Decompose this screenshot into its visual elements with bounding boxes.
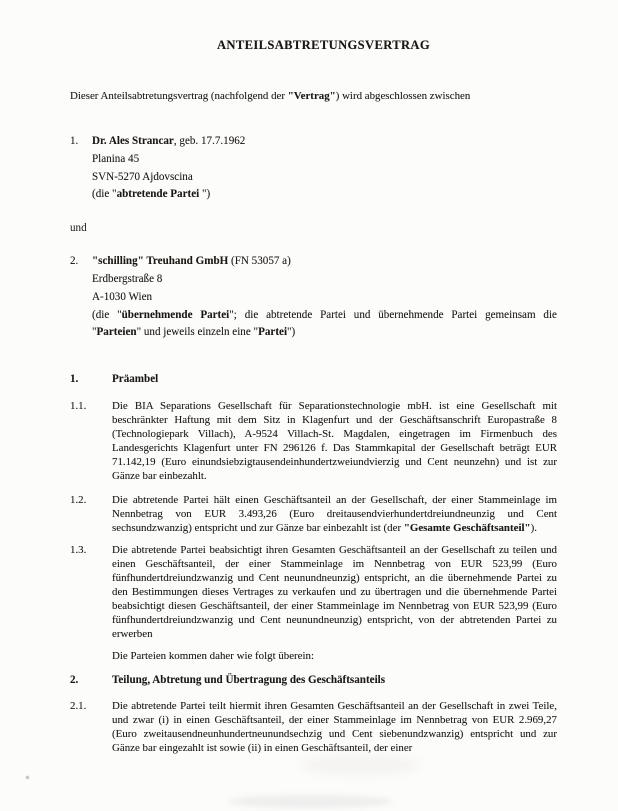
section-heading-teilung	[70, 673, 557, 687]
emphasis-text: übernehmende Partei	[121, 308, 230, 321]
run-text: Die BIA Separations Gesellschaft für Separationstechnologie mbH. ist eine Gesellschaft mit beschränkter Haftung mit dem Sitz in Klagenfurt und der Geschäftsanschrift Europastraße 8 (Technologiepark Villach), A-9524 Villach-St. Magdalen, eingetragen im Firmenbuch des Landesgerichts Klagenfurt unter FN 296126 f. Das Stammkapital der Gesellschaft beträgt EUR 71.142,19 (Euro einundsiebzigtausendeinhundertzweiundvierzig und Cent neunzehn) und ist zur Gänze bar einbezahlt.	[112, 400, 557, 483]
party-2	[70, 253, 557, 342]
heading-number: 2.	[70, 674, 79, 687]
document-body	[70, 89, 557, 755]
run-text: ")	[202, 188, 211, 201]
section-heading-praeambel	[70, 372, 557, 386]
emphasis-text: Präambel	[112, 373, 159, 386]
clause-number: 1.3.	[70, 544, 87, 557]
party-line	[92, 169, 557, 187]
emphasis-text: Dr. Ales Strancar	[92, 135, 174, 147]
run-text: Die Parteien kommen daher wie folgt überein:	[112, 650, 315, 663]
run-text: ")	[287, 326, 296, 339]
party-details	[92, 253, 557, 342]
run-text: (die "	[92, 188, 117, 201]
emphasis-text: "schilling" Treuhand GmbH	[92, 255, 229, 268]
party-line	[92, 253, 557, 271]
clause-text	[112, 399, 557, 483]
intro-paragraph	[70, 89, 557, 103]
party-line	[92, 151, 557, 169]
party-number: 1.	[70, 135, 79, 147]
clause-number: 2.1.	[70, 700, 87, 713]
run-text: Erdbergstraße 8	[92, 272, 163, 285]
emphasis-text: "Vertrag"	[287, 90, 336, 102]
run-text: , geb. 17.7.1962	[173, 135, 246, 147]
document-title: ANTEILSABTRETUNGSVERTRAG	[216, 38, 430, 52]
connector-und: und	[70, 222, 87, 235]
heading-text	[112, 673, 557, 687]
run-text: ).	[530, 522, 537, 535]
clause-text	[112, 699, 557, 755]
clause-1-3	[70, 543, 557, 641]
scan-speck-artifact	[26, 776, 29, 779]
scan-smudge-artifact	[300, 755, 420, 775]
run-text: "; die abtretende Partei und übernehmende Partei gemeinsam die "	[92, 308, 557, 339]
party-line	[92, 133, 557, 151]
emphasis-text: abtretende Partei	[116, 188, 202, 201]
run-text: " und jeweils einzeln eine "	[136, 326, 259, 339]
run-text: A-1030 Wien	[92, 290, 153, 303]
run-text: Planina 45	[92, 152, 140, 165]
party-1	[70, 133, 557, 204]
run-text: (FN 53057 a)	[228, 255, 291, 268]
clause-number: 1.1.	[70, 400, 87, 413]
clause-2-1	[70, 699, 557, 755]
clause-text	[112, 543, 557, 641]
heading-text	[112, 372, 557, 386]
party-line	[92, 186, 557, 204]
run-text: Die abtretende Partei teilt hiermit ihren Gesamten Geschäftsanteil an der Gesellschaft in zwei Teile, und zwar (i) in einen Geschäftsanteil, der einer Stammeinlage im Nennbetrag von EUR 2.969,27 (Euro zweitausendneunhundertneunundsechzig und Cent siebenundzwanzig) entspricht und zur Gänze bar eingezahlt ist sowie (ii) in einen Geschäftsanteil, der einer	[112, 700, 557, 755]
run-text: ) wird abgeschlossen zwischen	[335, 90, 471, 102]
party-number: 2.	[70, 255, 79, 268]
clause-1-2	[70, 493, 557, 535]
run-text: Dieser Anteilsabtretungsvertrag (nachfolgend der	[70, 90, 288, 102]
run-text: Die abtretende Partei hält einen Geschäftsanteil an der Gesellschaft, der einer Stammeinlage im Nennbetrag von EUR 3.493,26 (Euro dreitausendvierhundertdreiundneunzig und Cent sechsundzwanzig) entspricht und zur Gänze bar einbezahlt ist (der	[112, 494, 557, 535]
clause-1-1	[70, 399, 557, 483]
agreement-lead	[112, 649, 557, 663]
run-text: SVN-5270 Ajdovscina	[92, 170, 193, 183]
clause-text	[112, 493, 557, 535]
run-text: Die abtretende Partei beabsichtigt ihren Gesamten Geschäftsanteil an der Gesellschaft zu teilen und einen Geschäftsanteil, der einer Stammeinlage im Nennbetrag von EUR 523,99 (Euro fünfhundertdreiundzwanzig und Cent neunundneunzig) entspricht, an die übernehmende Partei zu den Bestimmungen dieses Vertrages zu verkaufen und zu übertragen und die übernehmende Partei beabsichtigt diesen Geschäftsanteil, der einer Stammeinlage im Nennbetrag von EUR 523,99 (Euro fünfhundertdreiundzwanzig und Cent neunundneunzig) entspricht, von der abtretenden Partei zu erwerben	[112, 544, 557, 641]
clause-number: 1.2.	[70, 494, 87, 507]
heading-number: 1.	[70, 373, 79, 386]
party-line	[92, 307, 557, 343]
scan-smudge-artifact	[228, 795, 393, 808]
party-line	[92, 289, 557, 307]
run-text: (die "	[92, 308, 122, 321]
emphasis-text: Partei	[258, 326, 288, 339]
party-line	[92, 271, 557, 289]
emphasis-text: "Gesamte Geschäftsanteil"	[403, 522, 531, 535]
party-details	[92, 133, 557, 204]
emphasis-text: Teilung, Abtretung und Übertragung des Geschäftsanteils	[112, 674, 386, 687]
emphasis-text: Parteien	[96, 326, 137, 339]
